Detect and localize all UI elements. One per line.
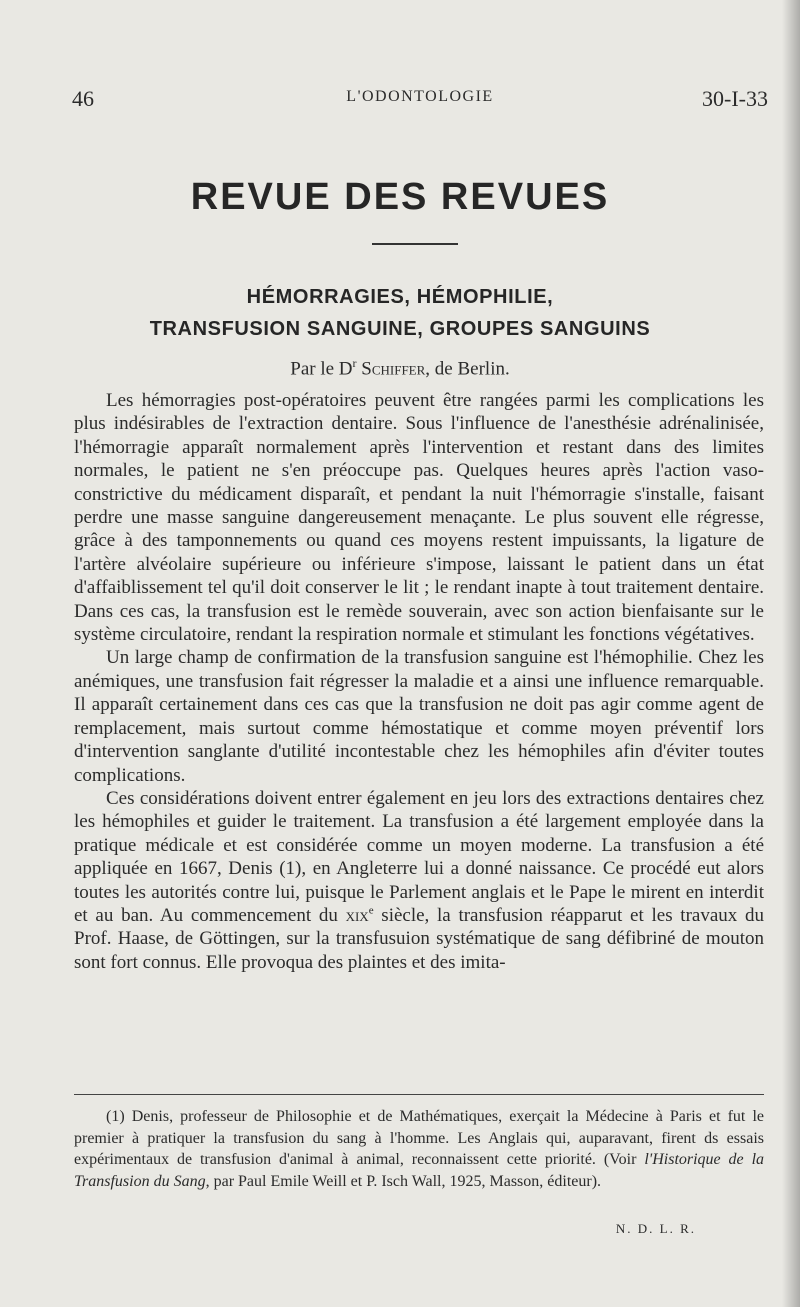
running-head: [72, 86, 768, 116]
title-divider: [372, 243, 458, 245]
article-title-line-1: HÉMORRAGIES, HÉMOPHILIE,: [246, 286, 554, 308]
paragraph-2: Un large champ de confirmation de la transfusion sanguine est l'hémophilie. Chez les anémiques, une transfusion fait régresser la maladie et a ainsi une influence remarquable. Il apparaît certainement dans ces cas que la transfusion ne doit pas agir comme agent de remplacement, mais surtout comme hémostatique et comme moyen préventif lors d'intervention sanglante d'utilité incontestable chez les hémophiles afin d'éviter toutes complications.: [74, 647, 764, 786]
footnote-italic-title: l'Historique de la Transfusion du Sang: [74, 1151, 765, 1190]
journal-title: L'ODONTOLOGIE: [346, 88, 494, 105]
footnote-text-end: , par Paul Emile Weill et P. Isch Wall, 1925, Masson, éditeur).: [205, 1172, 602, 1190]
footnote-text: (1) Denis, professeur de Philosophie et de Mathématiques, exerçait la Médecine à Paris et fut le premier à pratiquer la transfusion du sang à l'homme. Les Anglais qui, auparavant, firent ds essais expérimentaux de transfusion d'animal à animal, reconnaissent cette priorité. (Voir: [74, 1108, 764, 1169]
century-sup: e: [368, 904, 374, 917]
article-body: [74, 389, 764, 974]
article-title-line-2: TRANSFUSION SANGUINE, GROUPES SANGUINS: [149, 318, 651, 340]
byline-prefix: Par le D: [290, 358, 353, 380]
century-numeral: xix: [345, 904, 369, 926]
paragraph-1: Les hémorragies post-opératoires peuvent être rangées parmi les complications les plus indésirables de l'extraction dentaire. Sous l'influence de l'anesthésie adrénalinisée, l'hémorragie apparaît normalement après l'intervention et restant dans des limites normales, le patient ne s'en préoccupe pas. Quelques heures après l'action vaso-constrictive du médicament disparaît, et pendant la nuit l'hémorragie s'installe, faisant perdre une masse sanguine dangereusement menaçante. Le plus souvent elle régresse, grâce à des tamponnements ou quand ces moyens restent impuissants, la ligature de l'artère alvéolaire supérieure ou inférieure s'impose, laissant le patient dans un état d'affaiblissement tel qu'il doit conserver le lit ; le rendant inapte à tout traitement dentaire. Dans ces cas, la transfusion est le remède souverain, avec son action bienfaisante sur le système circulatoire, rendant la respiration normale et stimulant les fonctions végétatives.: [74, 390, 764, 646]
byline: [0, 356, 800, 380]
paragraph-3-part-2: siècle, la transfusion réapparut et les travaux du Prof. Haase, de Göttingen, sur la transfusuion systématique de sang défibriné de mouton sont fort connus. Elle provoqua des plaintes et des imita-: [74, 904, 764, 973]
editor-note-signature: N. D. L. R.: [615, 1221, 696, 1236]
footnote-divider: [74, 1094, 764, 1095]
byline-sup: r: [352, 356, 357, 370]
issue-date: 30-I-33: [702, 86, 768, 111]
byline-suffix: , de Berlin.: [425, 358, 510, 380]
byline-author: Schiffer: [361, 358, 426, 380]
section-title: REVUE DES REVUES: [190, 176, 610, 218]
paragraph-3-part-1: Ces considérations doivent entrer également en jeu lors des extractions dentaires chez les hémophiles et guider le traitement. La transfusion a été largement employée dans la pratique médicale et est considérée comme un moyen moderne. La transfusion a été appliquée en 1667, Denis (1), en Angleterre lui a donné naissance. Ce procédé eut alors toutes les autorités contre lui, puisque le Parlement anglais et le Pape le mirent en interdit et au ban. Au commencement du: [74, 787, 764, 926]
paragraph-3: [74, 787, 764, 974]
page-number: 46: [72, 86, 94, 111]
footnote: [74, 1106, 764, 1192]
